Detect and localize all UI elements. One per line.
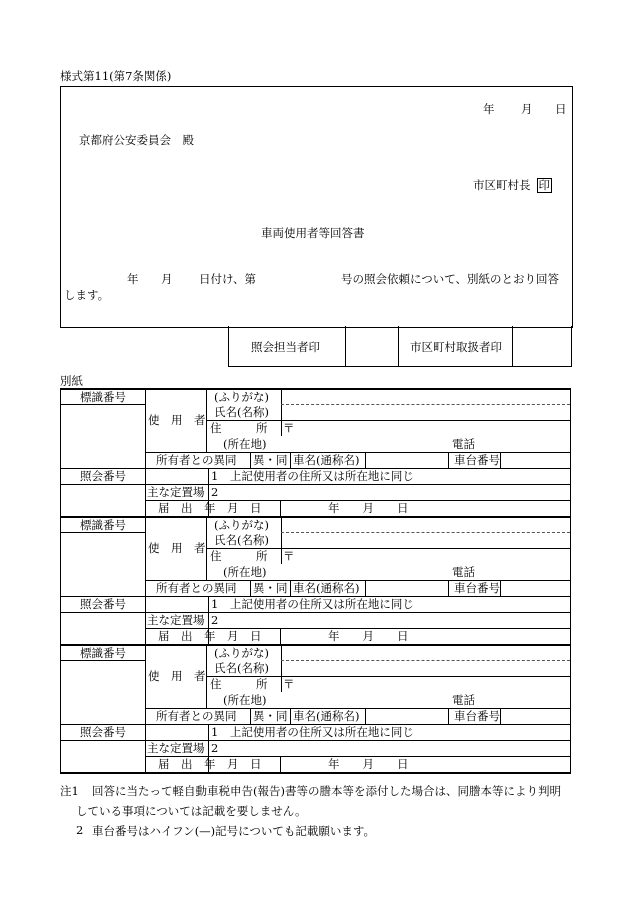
note-1-line1: 回答に当たって軽自動車税申告(報告)書等の謄本等を添付した場合は、同謄本等により判明 bbox=[92, 784, 561, 798]
owner-relation-label: 所有者との異同 bbox=[156, 709, 237, 723]
chassis-number-label: 車台番号 bbox=[454, 453, 500, 467]
notification-date-label: 届 出 年 月 日 bbox=[158, 757, 262, 771]
postal-mark: 〒 bbox=[283, 549, 295, 563]
handler-seal-field bbox=[512, 326, 572, 367]
address-label: 住 所 bbox=[210, 549, 268, 563]
location-label: (所在地) bbox=[223, 565, 267, 579]
note-1-prefix: 注1 bbox=[60, 784, 79, 798]
user-label: 使 用 者 bbox=[148, 669, 206, 683]
note-2-prefix: 2 bbox=[76, 823, 84, 837]
storage-place-label: 主な定置場 bbox=[147, 485, 205, 499]
address-label: 住 所 bbox=[210, 421, 268, 435]
storage-option-2: 2 bbox=[211, 613, 219, 627]
inquiry-number-label: 照会番号 bbox=[80, 725, 126, 739]
date-year: 年 bbox=[483, 102, 495, 116]
name-label: 氏名(名称) bbox=[214, 405, 269, 419]
vehicle-record-2 bbox=[60, 516, 571, 644]
vehicle-record-1 bbox=[60, 388, 571, 516]
vehicle-record-3 bbox=[60, 644, 571, 774]
location-label: (所在地) bbox=[223, 437, 267, 451]
phone-label: 電話 bbox=[452, 437, 475, 451]
form-number: 様式第11(第7条関係) bbox=[60, 69, 172, 83]
postal-mark: 〒 bbox=[283, 421, 295, 435]
phone-label: 電話 bbox=[452, 693, 475, 707]
postal-mark: 〒 bbox=[283, 677, 295, 691]
plate-number-label: 標識番号 bbox=[80, 646, 126, 660]
location-label: (所在地) bbox=[223, 693, 267, 707]
same-different-option: 異・同 bbox=[253, 709, 288, 723]
owner-relation-label: 所有者との異同 bbox=[156, 581, 237, 595]
furigana-label: (ふりがな) bbox=[214, 390, 269, 404]
handler-seal-label-cell bbox=[398, 326, 513, 367]
chassis-number-label: 車台番号 bbox=[454, 709, 500, 723]
same-different-option: 異・同 bbox=[253, 581, 288, 595]
address-label: 住 所 bbox=[210, 677, 268, 691]
name-label: 氏名(名称) bbox=[214, 661, 269, 675]
car-name-label: 車名(通称名) bbox=[293, 453, 360, 467]
owner-relation-label: 所有者との異同 bbox=[156, 453, 237, 467]
body-rest: 号の照会依頼について、別紙のとおり回答 bbox=[341, 272, 560, 286]
notification-date-label: 届 出 年 月 日 bbox=[158, 629, 262, 643]
inquiry-number-label: 照会番号 bbox=[80, 597, 126, 611]
phone-label: 電話 bbox=[452, 565, 475, 579]
notification-date-label: 届 出 年 月 日 bbox=[158, 501, 262, 515]
notification-date-value: 年 月 日 bbox=[328, 629, 409, 643]
notification-date-value: 年 月 日 bbox=[328, 757, 409, 771]
storage-option-2: 2 bbox=[211, 485, 219, 499]
storage-option-1: 1 上記使用者の住所又は所在地に同じ bbox=[211, 725, 414, 739]
same-different-option: 異・同 bbox=[253, 453, 288, 467]
storage-option-2: 2 bbox=[211, 741, 219, 755]
note-1-line2: している事項については記載を要しません。 bbox=[76, 804, 307, 818]
user-label: 使 用 者 bbox=[148, 541, 206, 555]
inquiry-number-label: 照会番号 bbox=[80, 469, 126, 483]
attachment-label: 別紙 bbox=[60, 374, 83, 388]
officer-seal-label: 照会担当者印 bbox=[251, 340, 320, 354]
body-day: 日付け、第 bbox=[199, 272, 257, 286]
storage-place-label: 主な定置場 bbox=[147, 741, 205, 755]
date-month: 月 bbox=[521, 102, 533, 116]
plate-number-label: 標識番号 bbox=[80, 518, 126, 532]
body-year: 年 bbox=[127, 272, 139, 286]
sender: 市区町村長 bbox=[473, 178, 531, 192]
handler-seal-label: 市区町村取扱者印 bbox=[410, 340, 502, 354]
addressee: 京都府公安委員会 殿 bbox=[79, 133, 194, 147]
plate-number-label: 標識番号 bbox=[80, 390, 126, 404]
body-line2: します。 bbox=[64, 288, 110, 302]
sender-line bbox=[473, 178, 552, 193]
storage-option-1: 1 上記使用者の住所又は所在地に同じ bbox=[211, 469, 414, 483]
car-name-label: 車名(通称名) bbox=[293, 581, 360, 595]
car-name-label: 車名(通称名) bbox=[293, 709, 360, 723]
storage-place-label: 主な定置場 bbox=[147, 613, 205, 627]
chassis-number-label: 車台番号 bbox=[454, 581, 500, 595]
date-day: 日 bbox=[555, 102, 567, 116]
document-title: 車両使用者等回答書 bbox=[261, 226, 365, 240]
officer-seal-field bbox=[344, 326, 399, 367]
user-label: 使 用 者 bbox=[148, 413, 206, 427]
reply-header-box bbox=[60, 86, 573, 328]
officer-seal-label-cell bbox=[228, 326, 346, 367]
name-label: 氏名(名称) bbox=[214, 533, 269, 547]
body-month: 月 bbox=[161, 272, 173, 286]
note-2-line1: 車台番号はハイフン(—)記号についても記載願います。 bbox=[92, 824, 376, 838]
notification-date-value: 年 月 日 bbox=[328, 501, 409, 515]
furigana-label: (ふりがな) bbox=[214, 646, 269, 660]
seal-mark: 印 bbox=[538, 178, 550, 192]
furigana-label: (ふりがな) bbox=[214, 518, 269, 532]
storage-option-1: 1 上記使用者の住所又は所在地に同じ bbox=[211, 597, 414, 611]
